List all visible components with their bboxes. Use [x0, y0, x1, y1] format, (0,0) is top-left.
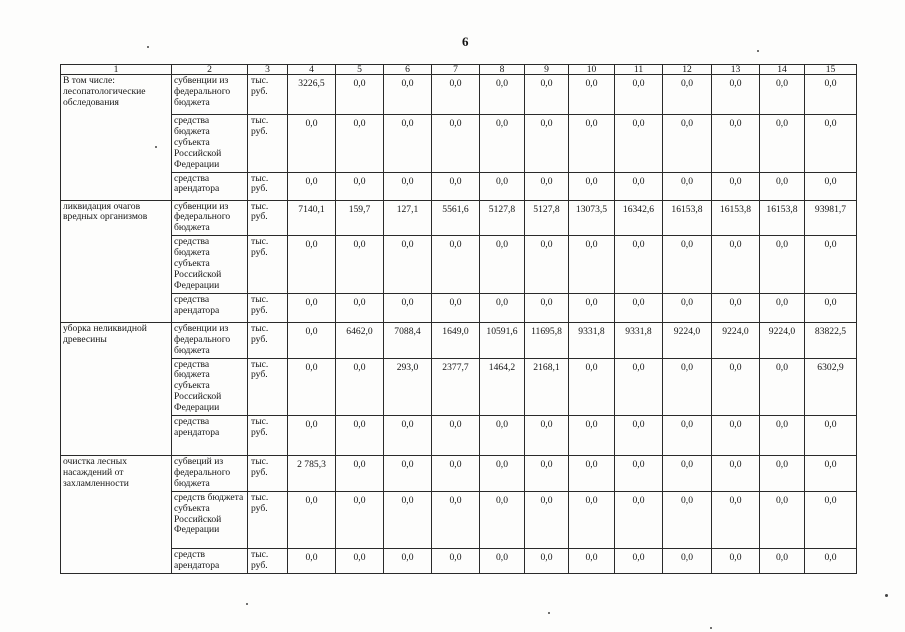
value-cell: 0,0	[712, 115, 760, 173]
value-cell: 0,0	[569, 456, 615, 492]
value-cell: 0,0	[760, 293, 805, 322]
value-cell: 0,0	[480, 172, 525, 200]
value-cell: 7088,4	[384, 322, 432, 358]
table-row	[61, 491, 857, 548]
value-cell: 3226,5	[288, 75, 336, 115]
value-cell: 2 785,3	[288, 456, 336, 492]
value-cell: 0,0	[615, 548, 663, 573]
value-cell: 0,0	[569, 75, 615, 115]
value-cell: 0,0	[663, 456, 712, 492]
value-cell: 0,0	[712, 358, 760, 416]
column-number-cell: 7	[432, 65, 480, 75]
table-header-row	[61, 65, 857, 75]
value-cell: 0,0	[288, 293, 336, 322]
unit-cell: тыс. руб.	[248, 491, 288, 548]
value-cell: 0,0	[569, 548, 615, 573]
column-number-cell: 11	[615, 65, 663, 75]
value-cell: 0,0	[615, 236, 663, 294]
value-cell: 0,0	[712, 75, 760, 115]
value-cell: 0,0	[760, 548, 805, 573]
unit-cell: тыс. руб.	[248, 358, 288, 416]
value-cell: 0,0	[432, 548, 480, 573]
value-cell: 2377,7	[432, 358, 480, 416]
value-cell: 1649,0	[432, 322, 480, 358]
value-cell: 0,0	[480, 236, 525, 294]
value-cell: 9224,0	[663, 322, 712, 358]
value-cell: 11695,8	[525, 322, 569, 358]
value-cell: 93981,7	[805, 200, 857, 236]
column-number-cell: 1	[61, 65, 172, 75]
unit-cell: тыс. руб.	[248, 172, 288, 200]
column-number-cell: 15	[805, 65, 857, 75]
value-cell: 0,0	[569, 491, 615, 548]
activity-label-cell: ликвидация очагов вредных организмов	[61, 200, 172, 322]
value-cell: 0,0	[615, 416, 663, 456]
unit-cell: тыс. руб.	[248, 548, 288, 573]
column-number-cell: 3	[248, 65, 288, 75]
value-cell: 0,0	[288, 115, 336, 173]
value-cell: 16153,8	[760, 200, 805, 236]
value-cell: 0,0	[432, 115, 480, 173]
value-cell: 127,1	[384, 200, 432, 236]
value-cell: 5561,6	[432, 200, 480, 236]
value-cell: 9331,8	[615, 322, 663, 358]
column-number-cell: 2	[172, 65, 248, 75]
value-cell: 0,0	[336, 115, 384, 173]
value-cell: 0,0	[336, 456, 384, 492]
value-cell: 0,0	[432, 75, 480, 115]
value-cell: 0,0	[615, 75, 663, 115]
value-cell: 0,0	[615, 172, 663, 200]
unit-cell: тыс. руб.	[248, 293, 288, 322]
value-cell: 5127,8	[480, 200, 525, 236]
value-cell: 16153,8	[663, 200, 712, 236]
value-cell: 0,0	[336, 491, 384, 548]
unit-cell: тыс. руб.	[248, 236, 288, 294]
unit-cell: тыс. руб.	[248, 115, 288, 173]
value-cell: 9224,0	[760, 322, 805, 358]
funding-source-cell: субвенции из федерального бюджета	[172, 200, 248, 236]
activity-label-cell: уборка неликвидной древесины	[61, 322, 172, 455]
value-cell: 0,0	[432, 236, 480, 294]
value-cell: 0,0	[663, 548, 712, 573]
table-row	[61, 236, 857, 294]
value-cell: 83822,5	[805, 322, 857, 358]
value-cell: 0,0	[805, 416, 857, 456]
value-cell: 0,0	[525, 548, 569, 573]
value-cell: 0,0	[336, 236, 384, 294]
activity-label-cell: В том числе: лесопатологические обследования	[61, 75, 172, 201]
value-cell: 0,0	[712, 456, 760, 492]
value-cell: 0,0	[288, 358, 336, 416]
value-cell: 0,0	[336, 548, 384, 573]
column-number-cell: 12	[663, 65, 712, 75]
value-cell: 0,0	[384, 548, 432, 573]
value-cell: 0,0	[432, 491, 480, 548]
value-cell: 0,0	[525, 456, 569, 492]
value-cell: 0,0	[432, 293, 480, 322]
value-cell: 0,0	[384, 75, 432, 115]
value-cell: 0,0	[805, 236, 857, 294]
unit-cell: тыс. руб.	[248, 75, 288, 115]
column-number-cell: 13	[712, 65, 760, 75]
value-cell: 0,0	[336, 172, 384, 200]
table-row	[61, 322, 857, 358]
value-cell: 0,0	[663, 75, 712, 115]
funding-source-cell: средств бюджета субъекта Российской Федерации	[172, 491, 248, 548]
value-cell: 16153,8	[712, 200, 760, 236]
value-cell: 0,0	[480, 548, 525, 573]
value-cell: 0,0	[569, 115, 615, 173]
column-number-cell: 4	[288, 65, 336, 75]
value-cell: 1464,2	[480, 358, 525, 416]
value-cell: 0,0	[480, 491, 525, 548]
value-cell: 0,0	[663, 293, 712, 322]
funding-source-cell: средства арендатора	[172, 293, 248, 322]
value-cell: 0,0	[805, 456, 857, 492]
value-cell: 0,0	[805, 548, 857, 573]
value-cell: 16342,6	[615, 200, 663, 236]
value-cell: 159,7	[336, 200, 384, 236]
funding-source-cell: средства арендатора	[172, 172, 248, 200]
value-cell: 0,0	[712, 172, 760, 200]
value-cell: 6462,0	[336, 322, 384, 358]
value-cell: 0,0	[663, 115, 712, 173]
value-cell: 0,0	[432, 456, 480, 492]
column-number-cell: 8	[480, 65, 525, 75]
value-cell: 0,0	[525, 491, 569, 548]
column-number-cell: 5	[336, 65, 384, 75]
table-row	[61, 456, 857, 492]
funding-source-cell: средства бюджета субъекта Российской Федерации	[172, 236, 248, 294]
value-cell: 0,0	[288, 416, 336, 456]
value-cell: 0,0	[760, 236, 805, 294]
table-row	[61, 358, 857, 416]
table-row	[61, 75, 857, 115]
value-cell: 0,0	[480, 75, 525, 115]
value-cell: 2168,1	[525, 358, 569, 416]
unit-cell: тыс. руб.	[248, 322, 288, 358]
value-cell: 0,0	[663, 172, 712, 200]
value-cell: 0,0	[569, 236, 615, 294]
value-cell: 0,0	[760, 75, 805, 115]
table-row	[61, 548, 857, 573]
value-cell: 0,0	[384, 115, 432, 173]
value-cell: 0,0	[760, 115, 805, 173]
funding-source-cell: средства бюджета субъекта Российской Федерации	[172, 358, 248, 416]
unit-cell: тыс. руб.	[248, 456, 288, 492]
value-cell: 0,0	[663, 416, 712, 456]
value-cell: 0,0	[525, 115, 569, 173]
value-cell: 0,0	[480, 456, 525, 492]
value-cell: 0,0	[336, 293, 384, 322]
value-cell: 0,0	[712, 236, 760, 294]
table-row	[61, 293, 857, 322]
value-cell: 0,0	[336, 416, 384, 456]
value-cell: 0,0	[288, 548, 336, 573]
column-number-cell: 14	[760, 65, 805, 75]
funding-source-cell: субвенции из федерального бюджета	[172, 75, 248, 115]
value-cell: 0,0	[288, 236, 336, 294]
value-cell: 0,0	[432, 172, 480, 200]
table-row	[61, 115, 857, 173]
page-number: 6	[462, 34, 469, 49]
value-cell: 0,0	[384, 172, 432, 200]
value-cell: 0,0	[805, 75, 857, 115]
funding-source-cell: средства бюджета субъекта Российской Федерации	[172, 115, 248, 173]
value-cell: 0,0	[805, 491, 857, 548]
value-cell: 0,0	[384, 491, 432, 548]
table-row	[61, 200, 857, 236]
activity-label-cell: очистка лесных насаждений от захламленности	[61, 456, 172, 574]
unit-cell: тыс. руб.	[248, 416, 288, 456]
value-cell: 10591,6	[480, 322, 525, 358]
value-cell: 9224,0	[712, 322, 760, 358]
value-cell: 0,0	[712, 416, 760, 456]
funding-source-cell: субвеций из федерального бюджета	[172, 456, 248, 492]
funding-source-cell: средства арендатора	[172, 416, 248, 456]
value-cell: 0,0	[480, 115, 525, 173]
value-cell: 9331,8	[569, 322, 615, 358]
budget-table	[60, 64, 857, 574]
value-cell: 0,0	[569, 358, 615, 416]
value-cell: 0,0	[336, 358, 384, 416]
value-cell: 0,0	[569, 416, 615, 456]
value-cell: 0,0	[384, 293, 432, 322]
value-cell: 0,0	[615, 293, 663, 322]
value-cell: 0,0	[384, 236, 432, 294]
table-row	[61, 416, 857, 456]
value-cell: 0,0	[288, 322, 336, 358]
value-cell: 7140,1	[288, 200, 336, 236]
value-cell: 0,0	[569, 293, 615, 322]
table-row	[61, 172, 857, 200]
value-cell: 0,0	[805, 293, 857, 322]
value-cell: 13073,5	[569, 200, 615, 236]
value-cell: 0,0	[760, 491, 805, 548]
value-cell: 0,0	[525, 416, 569, 456]
value-cell: 0,0	[525, 236, 569, 294]
value-cell: 0,0	[805, 115, 857, 173]
value-cell: 0,0	[760, 358, 805, 416]
value-cell: 6302,9	[805, 358, 857, 416]
column-number-cell: 6	[384, 65, 432, 75]
value-cell: 0,0	[805, 172, 857, 200]
value-cell: 0,0	[288, 491, 336, 548]
unit-cell: тыс. руб.	[248, 200, 288, 236]
value-cell: 0,0	[480, 293, 525, 322]
funding-source-cell: субвенции из федерального бюджета	[172, 322, 248, 358]
value-cell: 0,0	[480, 416, 525, 456]
value-cell: 0,0	[615, 491, 663, 548]
value-cell: 0,0	[712, 548, 760, 573]
value-cell: 0,0	[663, 236, 712, 294]
value-cell: 0,0	[760, 456, 805, 492]
value-cell: 0,0	[525, 172, 569, 200]
value-cell: 5127,8	[525, 200, 569, 236]
funding-source-cell: средств арендатора	[172, 548, 248, 573]
value-cell: 0,0	[569, 172, 615, 200]
value-cell: 293,0	[384, 358, 432, 416]
column-number-cell: 10	[569, 65, 615, 75]
value-cell: 0,0	[384, 416, 432, 456]
value-cell: 0,0	[615, 358, 663, 416]
value-cell: 0,0	[288, 172, 336, 200]
value-cell: 0,0	[663, 491, 712, 548]
value-cell: 0,0	[615, 456, 663, 492]
value-cell: 0,0	[712, 293, 760, 322]
value-cell: 0,0	[525, 293, 569, 322]
value-cell: 0,0	[525, 75, 569, 115]
value-cell: 0,0	[663, 358, 712, 416]
value-cell: 0,0	[432, 416, 480, 456]
value-cell: 0,0	[760, 416, 805, 456]
column-number-cell: 9	[525, 65, 569, 75]
value-cell: 0,0	[615, 115, 663, 173]
value-cell: 0,0	[336, 75, 384, 115]
value-cell: 0,0	[760, 172, 805, 200]
value-cell: 0,0	[384, 456, 432, 492]
value-cell: 0,0	[712, 491, 760, 548]
